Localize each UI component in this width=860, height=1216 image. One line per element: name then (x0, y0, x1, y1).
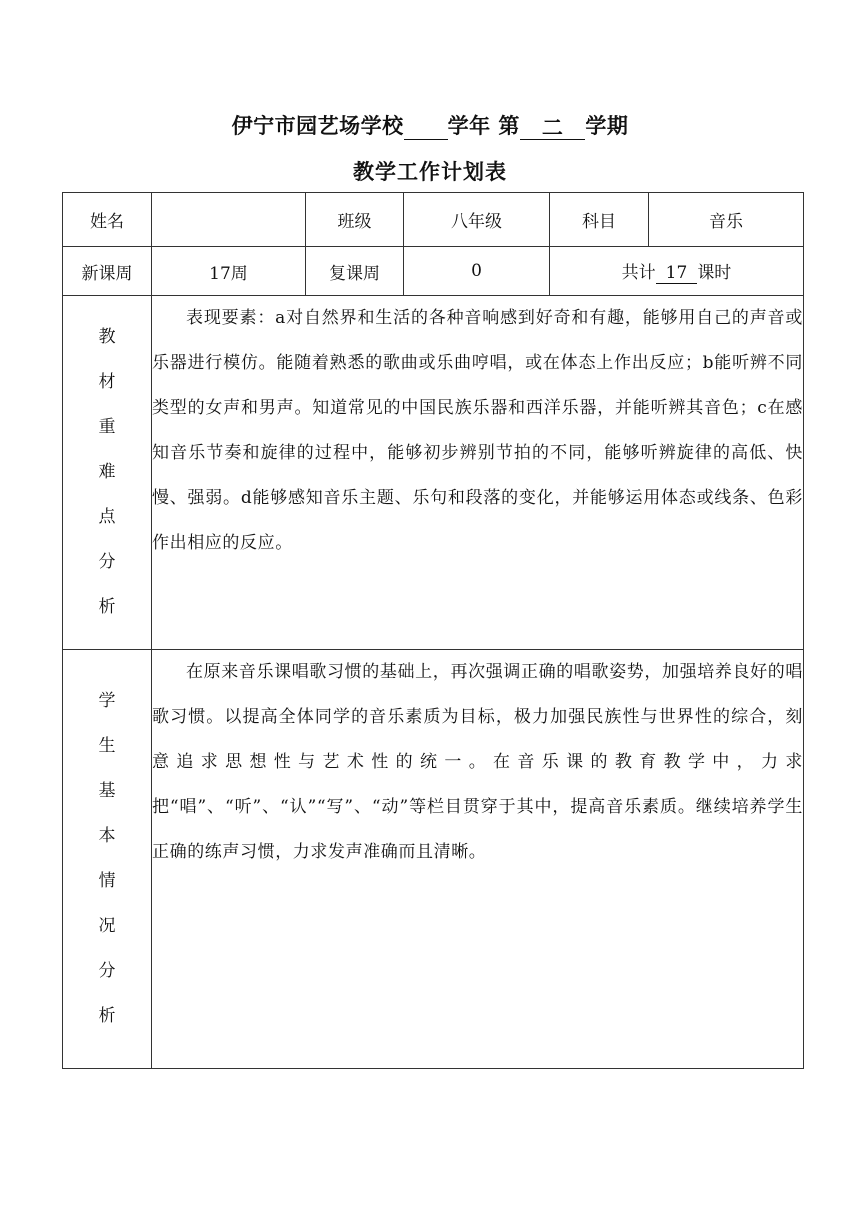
label-char: 分 (98, 552, 116, 572)
label-char: 基 (98, 781, 116, 801)
name-label: 姓名 (63, 193, 152, 247)
plan-title (0, 110, 860, 140)
form-title: 教学工作计划表 (353, 160, 507, 184)
label-char: 析 (98, 597, 116, 617)
term-suffix: 学期 (585, 114, 629, 138)
table-row (63, 650, 804, 1069)
label-char: 情 (98, 871, 116, 891)
materials-analysis-text: 表现要素：a对自然界和生活的各种音响感到好奇和有趣，能够用自己的声音或乐器进行模仿。能随着熟悉的歌曲或乐曲哼唱，或在体态上作出反应；b能听辨不同类型的女声和男声。知道常见的中国民族乐器和西洋乐器，并能听辨其音色；c在感知音乐节奏和旋律的过程中，能够初步辨别节拍的不同，能够听辨旋律的高低、快慢、强弱。d能够感知音乐主题、乐句和段落的变化，并能够运用体态或线条、色彩作出相应的反应。 (152, 296, 804, 650)
table-row (63, 193, 804, 247)
school-name: 伊宁市园艺场学校 (231, 114, 404, 138)
review-weeks-value: 0 (404, 247, 550, 296)
name-value (152, 193, 306, 247)
plan-table (62, 192, 804, 1069)
label-char: 点 (98, 507, 116, 527)
new-weeks-value: 17周 (152, 247, 306, 296)
label-char: 学 (98, 691, 116, 711)
label-char: 重 (98, 417, 116, 437)
table-row (63, 247, 804, 296)
label-char: 分 (98, 961, 116, 981)
class-label: 班级 (306, 193, 404, 247)
total-hours (550, 247, 804, 296)
label-char: 教 (98, 327, 116, 347)
total-prefix: 共计 (621, 263, 656, 283)
label-char: 况 (98, 916, 116, 936)
subject-value: 音乐 (649, 193, 804, 247)
class-value: 八年级 (404, 193, 550, 247)
students-analysis-text: 在原来音乐课唱歌习惯的基础上，再次强调正确的唱歌姿势，加强培养良好的唱歌习惯。以提高全体同学的音乐素质为目标，极力加强民族性与世界性的综合，刻意追求思想性与艺术性的统一。在音乐课的教育教学中，力求把“唱”、“听”、“认”“写”、“动”等栏目贯穿于其中，提高音乐素质。继续培养学生正确的练声习惯，力求发声准确而且清晰。 (152, 650, 804, 1069)
label-char: 材 (98, 372, 116, 392)
year-label: 学年 (447, 114, 491, 138)
year-blank (404, 117, 448, 140)
new-weeks-label: 新课周 (63, 247, 152, 296)
term-value: 二 (520, 117, 586, 140)
label-char: 难 (98, 462, 116, 482)
label-char: 析 (98, 1006, 116, 1026)
total-suffix: 课时 (697, 263, 732, 283)
label-char: 本 (98, 826, 116, 846)
total-value: 17 (656, 263, 698, 284)
term-prefix: 第 (498, 114, 520, 138)
table-row (63, 296, 804, 650)
review-weeks-label: 复课周 (306, 247, 404, 296)
section-label-students (63, 650, 152, 1069)
label-char: 生 (98, 736, 116, 756)
subject-label: 科目 (550, 193, 649, 247)
section-label-materials (63, 296, 152, 650)
